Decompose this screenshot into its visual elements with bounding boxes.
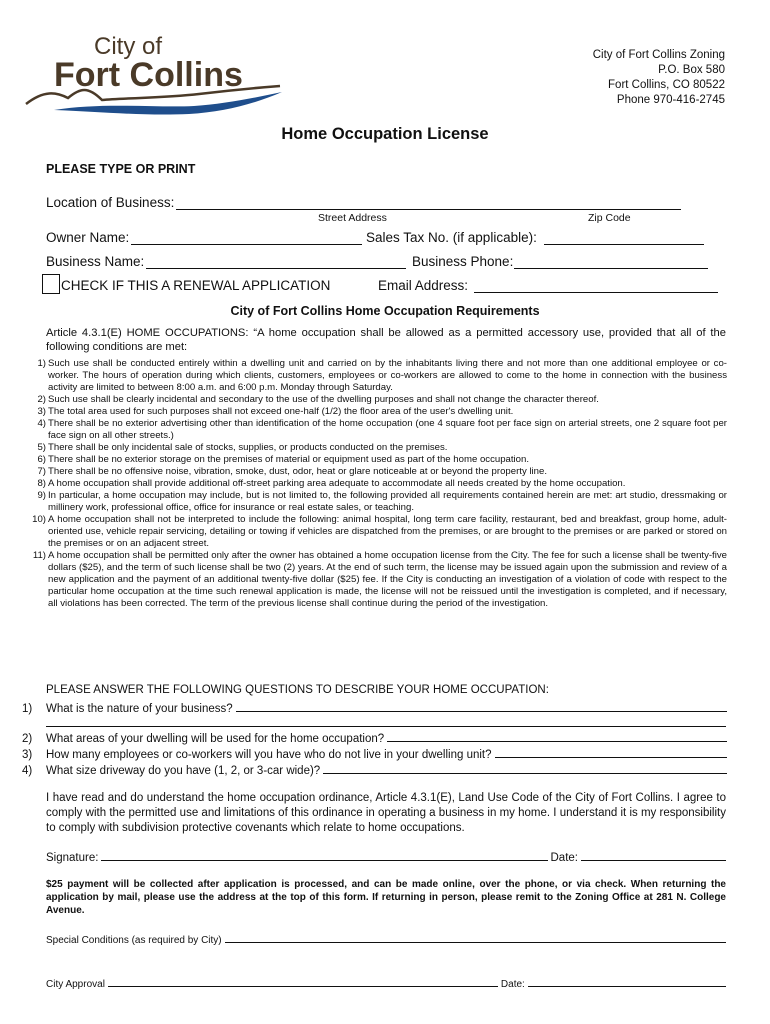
condition-number: 8) — [37, 478, 46, 489]
condition-item — [22, 358, 727, 394]
instruction: PLEASE TYPE OR PRINT — [46, 162, 196, 176]
owner-label: Owner Name: — [46, 230, 130, 245]
condition-item — [22, 418, 727, 442]
city-approval-row — [46, 976, 726, 990]
business-phone-input[interactable] — [514, 254, 708, 269]
requirements-title: City of Fort Collins Home Occupation Requirements — [230, 304, 540, 318]
condition-item — [22, 454, 727, 466]
question-text: What areas of your dwelling will be used for the home occupation? — [46, 733, 385, 745]
condition-text: The total area used for such purposes shall not exceed one-half (1/2) the floor area of the user's dwelling unit. — [48, 406, 514, 417]
question-1-input[interactable] — [236, 700, 727, 712]
agreement-text: I have read and do understand the home occupation ordinance, Article 4.3.1(E), Land Use Code of the City of Fort Collins. I agree to comply with the permitted use and limitations of this ordinance in operating a business in my home. I understand it is my responsibility to comply with subdivision protective covenants which relate to home occupations. — [46, 792, 726, 834]
contact-line: Fort Collins, CO 80522 — [608, 79, 725, 91]
condition-text: There shall be no exterior advertising other than identification of the home occupation (one 4 square foot per face sign on arterial streets, one 2 square foot per face sign on all other streets.) — [48, 418, 727, 441]
city-logo — [24, 28, 284, 118]
question-4-input[interactable] — [323, 762, 727, 774]
question-text: How many employees or co-workers will you have who do not live in your dwelling unit? — [46, 749, 492, 761]
question-2 — [22, 730, 727, 745]
special-conditions-input[interactable] — [225, 932, 726, 943]
condition-item — [22, 406, 727, 418]
location-input[interactable] — [176, 195, 681, 210]
question-number: 3) — [22, 749, 33, 761]
email-label: Email Address: — [378, 278, 469, 293]
signature-label: Signature: — [46, 852, 99, 864]
question-4 — [22, 762, 727, 777]
condition-number: 1) — [37, 358, 46, 369]
street-caption: Street Address — [318, 212, 387, 224]
owner-input[interactable] — [131, 230, 362, 245]
condition-number: 9) — [37, 490, 46, 501]
article-text: Article 4.3.1(E) HOME OCCUPATIONS: “A home occupation shall be allowed as a permitted accessory use, provided that all of the following conditions are met: — [46, 327, 726, 353]
logo-line2: Fort Collins — [54, 56, 243, 94]
renewal-label: CHECK IF THIS A RENEWAL APPLICATION — [61, 278, 331, 293]
business-name-label: Business Name: — [46, 254, 145, 269]
condition-number: 7) — [37, 466, 46, 477]
question-2-input[interactable] — [387, 730, 727, 742]
contact-line: City of Fort Collins Zoning — [592, 49, 725, 61]
condition-item — [22, 490, 727, 514]
condition-item — [22, 478, 727, 490]
conditions-list — [22, 358, 727, 610]
contact-line: P.O. Box 580 — [658, 64, 725, 76]
email-input[interactable] — [474, 278, 718, 293]
question-3-input[interactable] — [495, 746, 727, 758]
condition-text: There shall be no exterior storage on the premises of material or equipment used as part of the home occupation. — [48, 454, 530, 465]
signature-input[interactable] — [101, 849, 547, 861]
zip-caption: Zip Code — [588, 212, 631, 224]
condition-item — [22, 550, 727, 610]
location-label: Location of Business: — [46, 195, 175, 210]
city-approval-input[interactable] — [108, 976, 498, 987]
condition-text: There shall be only incidental sale of stocks, supplies, or products conducted on the premises. — [48, 442, 448, 453]
condition-number: 11) — [32, 550, 46, 561]
condition-number: 2) — [37, 394, 46, 405]
condition-item — [22, 442, 727, 454]
contact-block — [593, 48, 725, 108]
special-conditions-row — [46, 932, 726, 946]
business-phone-label: Business Phone: — [412, 254, 514, 269]
logo-line1: City of — [94, 33, 163, 60]
sales-tax-input[interactable] — [544, 230, 704, 245]
contact-line: Phone 970-416-2745 — [616, 94, 725, 106]
condition-text: Such use shall be clearly incidental and secondary to the use of the dwelling purposes and shall not change the character thereof. — [48, 394, 599, 405]
question-1-extra-line[interactable] — [46, 712, 726, 727]
condition-text: A home occupation shall be permitted only after the owner has obtained a home occupation license from the City. The fee for such a license shall be twenty-five dollars ($25), and the term of such license shall be two (2) years. At the end of such term, the license may be issued again upon the submission and review of a new application and the payment of an additional twenty-five dollar ($25) fee. If the City is conducting an investigation of a violation of code with respect to the particular home occupation at the time such renewal application is made, the license will not be reissued until the investigation is completed, and if necessary, all violations has been corrected. The term of the previous license shall continue during the period of the investigation. — [48, 550, 727, 609]
signature-row — [46, 849, 726, 864]
question-number: 4) — [22, 765, 33, 777]
question-number: 2) — [22, 733, 33, 745]
condition-item — [22, 394, 727, 406]
city-approval-label: City Approval — [46, 979, 105, 990]
question-number: 1) — [22, 703, 33, 715]
question-text: What size driveway do you have (1, 2, or 3-car wide)? — [46, 765, 321, 777]
condition-item — [22, 514, 727, 550]
business-name-input[interactable] — [146, 254, 406, 269]
date-input[interactable] — [581, 849, 726, 861]
condition-text: A home occupation shall provide additional off-street parking area adequate to accommodate all needs created by the home occupation. — [48, 478, 626, 489]
condition-number: 6) — [37, 454, 46, 465]
question-text: What is the nature of your business? — [46, 703, 233, 715]
condition-text: In particular, a home occupation may include, but is not limited to, the following provided all requirements contained herein are met: art studio, dressmaking or millinery work, professional office, office for insurance or real estate sales, or teaching. — [48, 490, 727, 513]
special-conditions-label: Special Conditions (as required by City) — [46, 935, 222, 946]
approval-date-input[interactable] — [528, 976, 726, 987]
questions-header: PLEASE ANSWER THE FOLLOWING QUESTIONS TO DESCRIBE YOUR HOME OCCUPATION: — [46, 684, 549, 696]
date-label: Date: — [550, 852, 578, 864]
condition-number: 4) — [37, 418, 46, 429]
condition-number: 5) — [37, 442, 46, 453]
condition-text: A home occupation shall not be interpreted to include the following: animal hospital, long term care facility, restaurant, bed and breakfast, group home, adult-oriented use, vehicle repair servicing, detailing or towing if vehicles are dispatched from the premises, or are brought to the premises or are parked or stored on the premises or on an adjacent street. — [48, 514, 727, 549]
condition-number: 10) — [32, 514, 46, 525]
condition-text: There shall be no offensive noise, vibration, smoke, dust, odor, heat or glare noticeable at or beyond the property line. — [48, 466, 548, 477]
payment-note: $25 payment will be collected after application is processed, and can be made online, over the phone, or via check. When returning the application by mail, please use the address at the top of this form. If returning in person, please remit to the Zoning Office at 281 N. College Avenue. — [46, 879, 726, 916]
renewal-checkbox[interactable] — [42, 274, 60, 294]
condition-item — [22, 466, 727, 478]
sales-tax-label: Sales Tax No. (if applicable): — [366, 230, 537, 245]
approval-date-label: Date: — [500, 979, 525, 990]
question-3 — [22, 746, 727, 761]
condition-text: Such use shall be conducted entirely within a dwelling unit and carried on by the inhabitants living there and not more than one additional employee or co-worker. The hours of operation during which clients, customers, employees or co-workers are allowed to come to the home in connection with the business activity are limited to between 8:00 a.m. and 6:00 p.m. Monday through Saturday. — [48, 358, 727, 393]
condition-number: 3) — [37, 406, 46, 417]
form-title: Home Occupation License — [281, 125, 489, 143]
